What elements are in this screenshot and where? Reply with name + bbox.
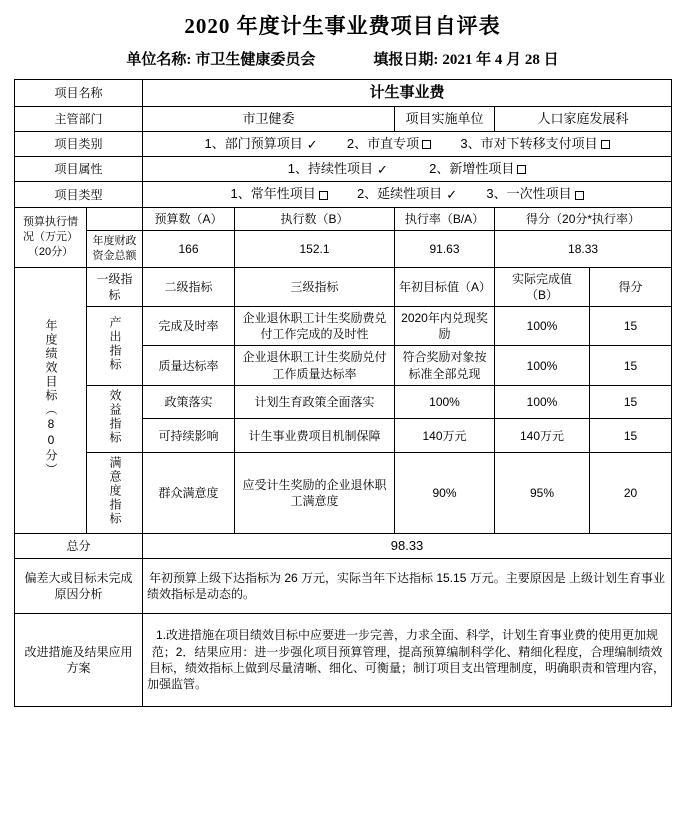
improvement-text: 1.改进措施在项目绩效目标中应要进一步完善，力求全面、科学，计划生育事业费的使用更加规范；2．结果应用：进一步强化项目预算管理，提高预算编制科学化、精细化程度，合理编制绩效目标，绩效指标上做到尽量清晰、细化、可衡量；制订项目支出管理制度，明确职责和管理内容，加强监管。	[143, 613, 672, 706]
category-option-3-checkbox[interactable]	[601, 140, 610, 149]
category-options	[143, 131, 672, 156]
budget-header-budget: 预算数（A）	[143, 207, 235, 230]
level2-value: 完成及时率	[143, 307, 235, 346]
budget-exec-label: 预算执行情况（万元）（20分）	[15, 207, 87, 267]
target-value: 符合奖励对象按标准全部兑现	[395, 346, 495, 385]
type-option-1[interactable]: 1、常年性项目	[230, 185, 327, 203]
actual-value: 100%	[495, 385, 590, 419]
level3-value: 企业退休职工计生奖励费兑付工作完成的及时性	[235, 307, 395, 346]
level1-satisfaction: 满意度指标	[87, 452, 143, 533]
level1-output: 产出指标	[87, 307, 143, 386]
level2-value: 群众满意度	[143, 452, 235, 533]
attribute-option-2[interactable]: 2、新增性项目	[429, 160, 526, 178]
table-row-satisfaction-1	[15, 452, 672, 533]
table-row-total	[15, 534, 672, 559]
actual-header: 实际完成值（B）	[495, 267, 590, 306]
attribute-option-1[interactable]: 1、持续性项目 ✓	[287, 161, 388, 177]
type-options	[143, 182, 672, 207]
target-value: 90%	[395, 452, 495, 533]
total-label: 总分	[15, 534, 143, 559]
score-value: 15	[590, 307, 672, 346]
table-row-output-1	[15, 307, 672, 346]
budget-score-value: 18.33	[495, 230, 672, 267]
level3-header: 三级指标	[235, 267, 395, 306]
type-option-2[interactable]: 2、延续性项目 ✓	[356, 186, 458, 203]
attribute-option-2-checkbox[interactable]	[517, 165, 526, 174]
level1-header: 一级指标	[87, 267, 143, 306]
table-row-department	[15, 107, 672, 132]
department-value: 市卫健委	[143, 107, 395, 132]
impl-unit-value: 人口家庭发展科	[495, 107, 672, 132]
budget-header-exec: 执行数（B）	[235, 207, 395, 230]
type-option-2-check: ✓	[446, 187, 458, 203]
table-row-budget-header	[15, 207, 672, 230]
report-date-value: 2021 年 4 月 28 日	[442, 52, 559, 68]
level2-header: 二级指标	[143, 267, 235, 306]
score-header: 得分	[590, 267, 672, 306]
category-option-1-check: ✓	[306, 136, 318, 152]
type-option-3-checkbox[interactable]	[575, 191, 584, 200]
page-title: 2020 年度计生事业费项目自评表	[184, 14, 501, 38]
target-value: 100%	[395, 385, 495, 419]
category-label: 项目类别	[15, 131, 143, 156]
table-row-benefit-1	[15, 385, 672, 419]
table-row-budget-values	[15, 230, 672, 267]
table-row-deviation	[15, 558, 672, 613]
actual-value: 140万元	[495, 419, 590, 453]
performance-label: 年度绩效目标（80分）	[15, 267, 87, 534]
deviation-text: 年初预算上级下达指标为 26 万元，实际当年下达指标 15.15 万元。主要原因是 上级计划生育事业绩效指标是动态的。	[143, 558, 672, 613]
level2-value: 政策落实	[143, 385, 235, 419]
level2-value: 可持续影响	[143, 419, 235, 453]
actual-value: 95%	[495, 452, 590, 533]
budget-value: 166	[143, 230, 235, 267]
deviation-label: 偏差大或目标未完成原因分析	[15, 558, 143, 613]
budget-header-score: 得分（20分*执行率）	[495, 207, 672, 230]
table-row-project-name	[15, 80, 672, 107]
type-label: 项目类型	[15, 182, 143, 207]
attribute-option-1-check: ✓	[376, 161, 388, 177]
category-option-2[interactable]: 2、市直专项	[347, 135, 431, 153]
category-option-2-checkbox[interactable]	[422, 140, 431, 149]
exec-rate-value: 91.63	[395, 230, 495, 267]
level1-benefit: 效益指标	[87, 385, 143, 452]
score-value: 20	[590, 452, 672, 533]
evaluation-table	[14, 79, 672, 707]
meta-row	[14, 48, 671, 79]
unit-name-value: 市卫生健康委员会	[195, 52, 316, 68]
improvement-label: 改进措施及结果应用方案	[15, 613, 143, 706]
budget-subheader-spacer	[87, 207, 143, 230]
score-value: 15	[590, 346, 672, 385]
table-row-category	[15, 131, 672, 156]
attribute-label: 项目属性	[15, 157, 143, 182]
type-option-1-checkbox[interactable]	[319, 191, 328, 200]
unit-name-label: 单位名称:	[126, 52, 192, 68]
target-header: 年初目标值（A）	[395, 267, 495, 306]
level3-value: 应受计生奖励的企业退休职工满意度	[235, 452, 395, 533]
score-value: 15	[590, 419, 672, 453]
table-row-performance-header	[15, 267, 672, 306]
table-row-attribute	[15, 157, 672, 182]
type-option-3[interactable]: 3、一次性项目	[486, 185, 583, 203]
report-date-label: 填报日期:	[373, 52, 439, 68]
project-name-value: 计生事业费	[143, 80, 672, 107]
target-value: 140万元	[395, 419, 495, 453]
project-name-label: 项目名称	[15, 80, 143, 107]
category-option-3[interactable]: 3、市对下转移支付项目	[460, 135, 609, 153]
budget-header-rate: 执行率（B/A）	[395, 207, 495, 230]
attribute-options	[143, 157, 672, 182]
category-option-1[interactable]: 1、部门预算项目 ✓	[204, 135, 318, 152]
score-value: 15	[590, 385, 672, 419]
level2-value: 质量达标率	[143, 346, 235, 385]
table-row-improvement	[15, 613, 672, 706]
level3-value: 计生事业费项目机制保障	[235, 419, 395, 453]
budget-item-label: 年度财政资金总额	[87, 230, 143, 267]
impl-unit-label: 项目实施单位	[395, 107, 495, 132]
target-value: 2020年内兑现奖励	[395, 307, 495, 346]
level3-value: 企业退休职工计生奖励兑付工作质量达标率	[235, 346, 395, 385]
table-row-type	[15, 182, 672, 207]
actual-value: 100%	[495, 307, 590, 346]
total-value: 98.33	[143, 534, 672, 559]
level3-value: 计划生育政策全面落实	[235, 385, 395, 419]
department-label: 主管部门	[15, 107, 143, 132]
exec-value: 152.1	[235, 230, 395, 267]
actual-value: 100%	[495, 346, 590, 385]
